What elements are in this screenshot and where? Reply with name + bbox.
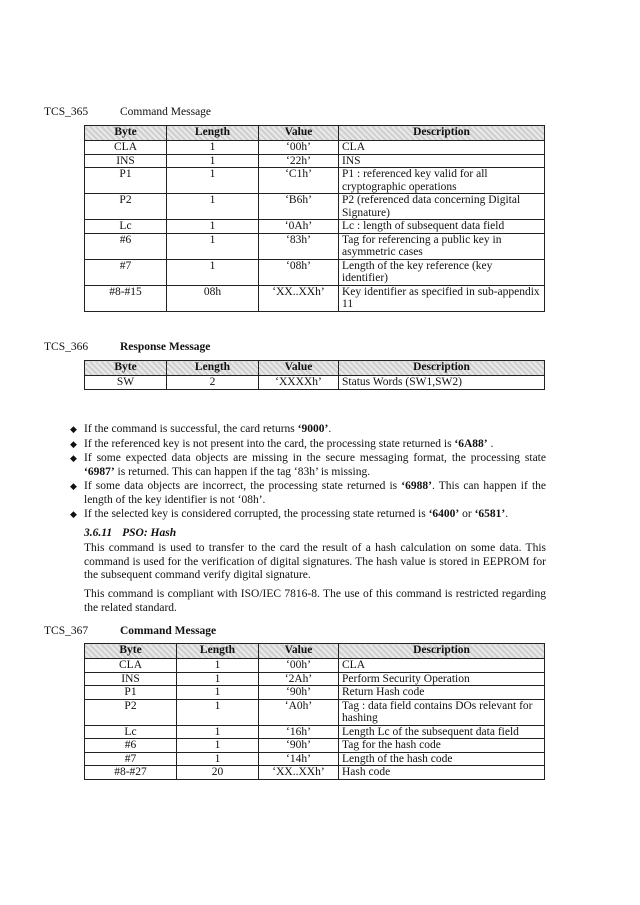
status-bullet-list [70, 423, 546, 523]
cell-length: 1 [167, 220, 259, 234]
header-byte: Byte [85, 644, 177, 659]
status-code: ‘6988’ [401, 480, 432, 492]
table-row [85, 752, 545, 766]
cell-byte: P2 [85, 699, 177, 725]
table-row [85, 686, 545, 700]
cell-byte: INS [85, 672, 177, 686]
table-row [85, 739, 545, 753]
bullet-text: If the command is successful, the card returns [84, 423, 298, 435]
list-item [70, 452, 546, 479]
table-row [85, 766, 545, 780]
cell-value: ‘B6h’ [259, 194, 339, 220]
cell-description: Status Words (SW1,SW2) [339, 376, 545, 390]
list-item [70, 437, 546, 452]
cell-byte: P2 [85, 194, 167, 220]
section-title-response-message: Response Message [120, 341, 211, 353]
cell-length: 1 [167, 259, 259, 285]
table-row [85, 259, 545, 285]
cell-value: ‘14h’ [259, 752, 339, 766]
status-code: ‘6A88’ [454, 437, 488, 450]
cell-byte: CLA [85, 141, 167, 155]
status-code: ‘6987’ [84, 465, 115, 478]
table-row [85, 168, 545, 194]
bullet-text: or [459, 508, 475, 520]
cell-byte: Lc [85, 725, 177, 739]
cell-length: 1 [177, 672, 259, 686]
list-item [70, 423, 546, 437]
cell-description: CLA [339, 141, 545, 155]
section-heading-title: PSO: Hash [122, 527, 177, 539]
bullet-text: . [487, 437, 494, 450]
cell-byte: #7 [85, 752, 177, 766]
bullet-text: If some expected data objects are missing in the secure messaging format, the processing state [84, 452, 546, 464]
cell-length: 1 [177, 725, 259, 739]
cell-description: P2 (referenced data concerning Digital Signature) [339, 194, 545, 220]
cell-byte: INS [85, 154, 167, 168]
cell-length: 1 [177, 752, 259, 766]
table-row [85, 220, 545, 234]
cell-length: 1 [167, 168, 259, 194]
table-header-row [85, 361, 545, 376]
cell-description: Lc : length of subsequent data field [339, 220, 545, 234]
cell-byte: P1 [85, 686, 177, 700]
cell-value: ‘00h’ [259, 141, 339, 155]
header-description: Description [339, 644, 545, 659]
section-number: 3.6.11 [84, 527, 113, 539]
cell-byte: #6 [85, 233, 167, 259]
cell-value: ‘08h’ [259, 259, 339, 285]
cell-description: Length of the hash code [339, 752, 545, 766]
list-item [70, 480, 546, 507]
header-description: Description [339, 126, 545, 141]
cell-byte: Lc [85, 220, 167, 234]
bullet-text: If the selected key is considered corrupted, the processing state returned is [84, 508, 429, 520]
section-title-command-message: Command Message [120, 106, 212, 118]
table-row [85, 672, 545, 686]
cell-value: ‘83h’ [259, 233, 339, 259]
section-heading [84, 527, 176, 539]
section-id-tcs367: TCS_367 [44, 625, 89, 637]
cell-value: ‘A0h’ [259, 699, 339, 725]
status-code: ‘6581’ [474, 508, 506, 520]
paragraph: This command is compliant with ISO/IEC 7816-8. The use of this command is restricted regarding the related standard. [84, 588, 546, 614]
table-header-row [85, 644, 545, 659]
command-table-tcs365 [84, 125, 545, 312]
cell-description: P1 : referenced key valid for all cryptographic operations [339, 168, 545, 194]
cell-value: ‘90h’ [259, 739, 339, 753]
cell-byte: SW [85, 376, 167, 390]
diamond-bullet-icon: ◆ [70, 424, 77, 434]
header-length: Length [167, 361, 259, 376]
header-description: Description [339, 361, 545, 376]
cell-length: 1 [177, 739, 259, 753]
header-length: Length [167, 126, 259, 141]
cell-byte: #8-#27 [85, 766, 177, 780]
response-table-tcs366 [84, 360, 545, 390]
command-table-tcs367 [84, 643, 545, 780]
list-item [70, 508, 546, 522]
table-row [85, 699, 545, 725]
table-row [85, 141, 545, 155]
header-value: Value [259, 126, 339, 141]
diamond-bullet-icon: ◆ [70, 509, 77, 519]
table-row [85, 233, 545, 259]
cell-length: 1 [167, 154, 259, 168]
cell-value: ‘C1h’ [259, 168, 339, 194]
status-code: ‘9000’ [297, 423, 329, 435]
paragraph: This command is used to transfer to the card the result of a hash calculation on some data. This command is used for the verification of digital signatures. The hash value is stored in EEPROM for the subsequent command verify digital signature. [84, 542, 546, 581]
table-row [85, 376, 545, 390]
cell-length: 2 [167, 376, 259, 390]
cell-description: CLA [339, 659, 545, 673]
cell-description: Length of the key reference (key identifier) [339, 259, 545, 285]
bullet-text: If the referenced key is not present into the card, the processing state returned is [84, 437, 455, 450]
cell-description: Tag for the hash code [339, 739, 545, 753]
diamond-bullet-icon: ◆ [70, 438, 77, 449]
bullet-text: is returned. This can happen if the tag ‘83h’ is missing. [114, 465, 371, 478]
cell-length: 1 [177, 686, 259, 700]
table-row [85, 154, 545, 168]
cell-description: INS [339, 154, 545, 168]
cell-value: ‘16h’ [259, 725, 339, 739]
cell-byte: P1 [85, 168, 167, 194]
cell-byte: CLA [85, 659, 177, 673]
cell-description: Tag : data field contains DOs relevant for hashing [339, 699, 545, 725]
table-row [85, 194, 545, 220]
cell-length: 1 [167, 233, 259, 259]
bullet-text: If some data objects are incorrect, the processing state returned is [84, 480, 402, 492]
cell-byte: #7 [85, 259, 167, 285]
bullet-text: . [505, 508, 509, 520]
table-row [85, 285, 545, 311]
cell-value: ‘XXXXh’ [259, 376, 339, 390]
cell-description: Length Lc of the subsequent data field [339, 725, 545, 739]
table-header-row [85, 126, 545, 141]
cell-byte: #6 [85, 739, 177, 753]
header-byte: Byte [85, 361, 167, 376]
cell-length: 1 [167, 141, 259, 155]
section-id-tcs366: TCS_366 [44, 341, 89, 353]
cell-length: 08h [167, 285, 259, 311]
header-byte: Byte [85, 126, 167, 141]
cell-value: ‘XX..XXh’ [259, 285, 339, 311]
table-row [85, 725, 545, 739]
diamond-bullet-icon: ◆ [70, 453, 77, 463]
cell-value: ‘2Ah’ [259, 672, 339, 686]
section-title-command-message: Command Message [120, 625, 217, 637]
cell-length: 1 [177, 699, 259, 725]
bullet-text: . This can happen if the length of the key identifier is not ‘08h’. [84, 480, 546, 506]
header-value: Value [259, 644, 339, 659]
diamond-bullet-icon: ◆ [70, 481, 77, 491]
table-row [85, 659, 545, 673]
bullet-text: . [328, 423, 332, 435]
cell-value: ‘XX..XXh’ [259, 766, 339, 780]
cell-description: Return Hash code [339, 686, 545, 700]
header-length: Length [177, 644, 259, 659]
header-value: Value [259, 361, 339, 376]
cell-description: Tag for referencing a public key in asymmetric cases [339, 233, 545, 259]
cell-description: Key identifier as specified in sub-appendix 11 [339, 285, 545, 311]
cell-value: ‘00h’ [259, 659, 339, 673]
cell-description: Perform Security Operation [339, 672, 545, 686]
cell-byte: #8-#15 [85, 285, 167, 311]
section-id-tcs365: TCS_365 [44, 106, 89, 118]
cell-value: ‘90h’ [259, 686, 339, 700]
cell-length: 20 [177, 766, 259, 780]
status-code: ‘6400’ [428, 508, 460, 520]
cell-length: 1 [167, 194, 259, 220]
cell-value: ‘0Ah’ [259, 220, 339, 234]
cell-value: ‘22h’ [259, 154, 339, 168]
cell-description: Hash code [339, 766, 545, 780]
cell-length: 1 [177, 659, 259, 673]
